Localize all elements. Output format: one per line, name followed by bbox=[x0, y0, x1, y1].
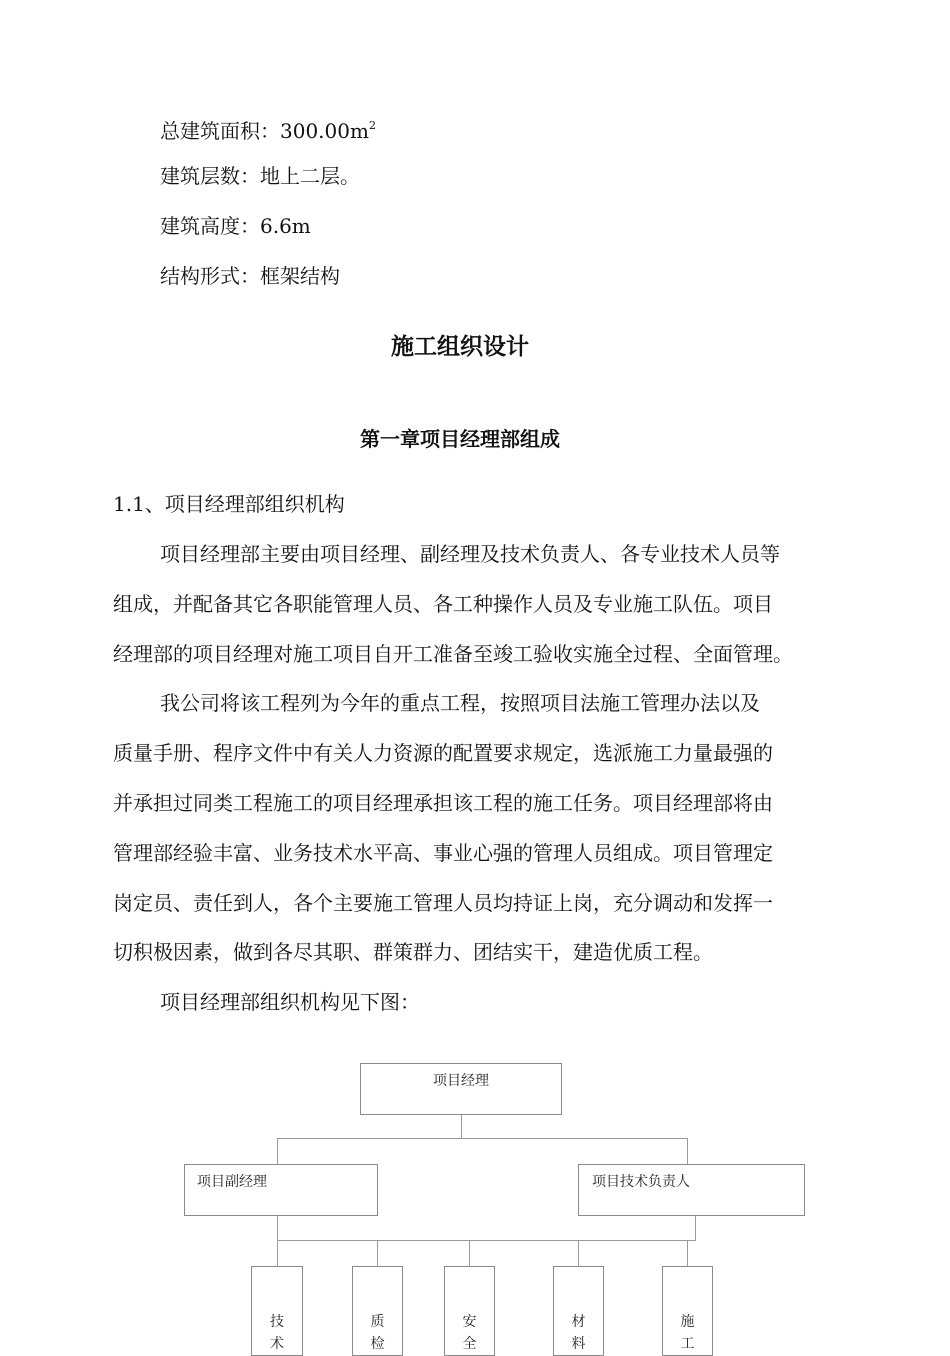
connector-line bbox=[277, 1240, 696, 1241]
paragraph-line: 质量手册、程序文件中有关人力资源的配置要求规定，选派施工力量最强的 bbox=[113, 741, 773, 765]
org-box-label: 项目经理 bbox=[433, 1073, 489, 1089]
org-box-char: 检 bbox=[370, 1336, 385, 1352]
connector-line bbox=[695, 1216, 696, 1240]
connector-line bbox=[578, 1240, 579, 1267]
org-box-char: 术 bbox=[270, 1336, 284, 1352]
section-heading: 1.1、项目经理部组织机构 bbox=[113, 492, 345, 516]
paragraph-line: 管理部经验丰富、业务技术水平高、事业心强的管理人员组成。项目管理定 bbox=[113, 841, 773, 865]
paragraph-line: 切积极因素，做到各尽其职、群策群力、团结实干，建造优质工程。 bbox=[113, 940, 713, 964]
org-box-project-manager bbox=[360, 1063, 562, 1115]
org-box-char: 施 bbox=[680, 1314, 695, 1330]
org-box-char: 材 bbox=[571, 1314, 586, 1330]
connector-line bbox=[277, 1138, 688, 1139]
connector-line bbox=[277, 1240, 278, 1267]
org-box-construction bbox=[662, 1266, 713, 1356]
paragraph-line: 项目经理部主要由项目经理、副经理及技术负责人、各专业技术人员等 bbox=[160, 542, 780, 566]
org-box-char: 质 bbox=[370, 1314, 385, 1330]
org-box-technical-lead bbox=[578, 1164, 805, 1216]
org-box-deputy-manager bbox=[184, 1164, 378, 1216]
document-title: 施工组织设计 bbox=[391, 334, 529, 360]
connector-line bbox=[687, 1240, 688, 1267]
connector-line bbox=[687, 1138, 688, 1165]
org-box-label: 项目技术负责人 bbox=[592, 1174, 690, 1190]
paragraph-line: 经理部的项目经理对施工项目自开工准备至竣工验收实施全过程、全面管理。 bbox=[113, 642, 793, 666]
floors-line: 建筑层数：地上二层。 bbox=[160, 164, 360, 188]
area-value: 300.00m bbox=[280, 119, 369, 143]
paragraph-line: 我公司将该工程列为今年的重点工程，按照项目法施工管理办法以及 bbox=[160, 691, 760, 715]
org-box-char: 料 bbox=[571, 1336, 586, 1352]
org-box-safety bbox=[444, 1266, 495, 1356]
paragraph-line: 组成，并配备其它各职能管理人员、各工种操作人员及专业施工队伍。项目 bbox=[113, 592, 773, 616]
chart-intro-line: 项目经理部组织机构见下图： bbox=[160, 990, 420, 1014]
area-unit-superscript: 2 bbox=[368, 119, 376, 132]
org-box-char: 技 bbox=[270, 1314, 284, 1330]
org-box-label: 项目副经理 bbox=[197, 1174, 267, 1190]
connector-line bbox=[461, 1115, 462, 1139]
connector-line bbox=[377, 1240, 378, 1267]
connector-line bbox=[277, 1216, 278, 1240]
connector-line bbox=[469, 1240, 470, 1267]
height-line: 建筑高度：6.6m bbox=[160, 214, 311, 238]
org-box-char: 全 bbox=[462, 1336, 477, 1352]
org-box-char: 工 bbox=[680, 1336, 695, 1352]
paragraph-line: 岗定员、责任到人，各个主要施工管理人员均持证上岗，充分调动和发挥一 bbox=[113, 891, 773, 915]
connector-line bbox=[277, 1138, 278, 1165]
org-box-materials bbox=[553, 1266, 604, 1356]
area-label: 总建筑面积： bbox=[160, 119, 280, 143]
org-box-quality bbox=[352, 1266, 403, 1356]
chapter-heading: 第一章项目经理部组成 bbox=[360, 427, 560, 451]
area-line bbox=[160, 112, 376, 145]
org-box-char: 安 bbox=[462, 1314, 477, 1330]
structure-line: 结构形式：框架结构 bbox=[160, 264, 340, 288]
paragraph-line: 并承担过同类工程施工的项目经理承担该工程的施工任务。项目经理部将由 bbox=[113, 791, 773, 815]
org-box-technical bbox=[251, 1266, 303, 1356]
